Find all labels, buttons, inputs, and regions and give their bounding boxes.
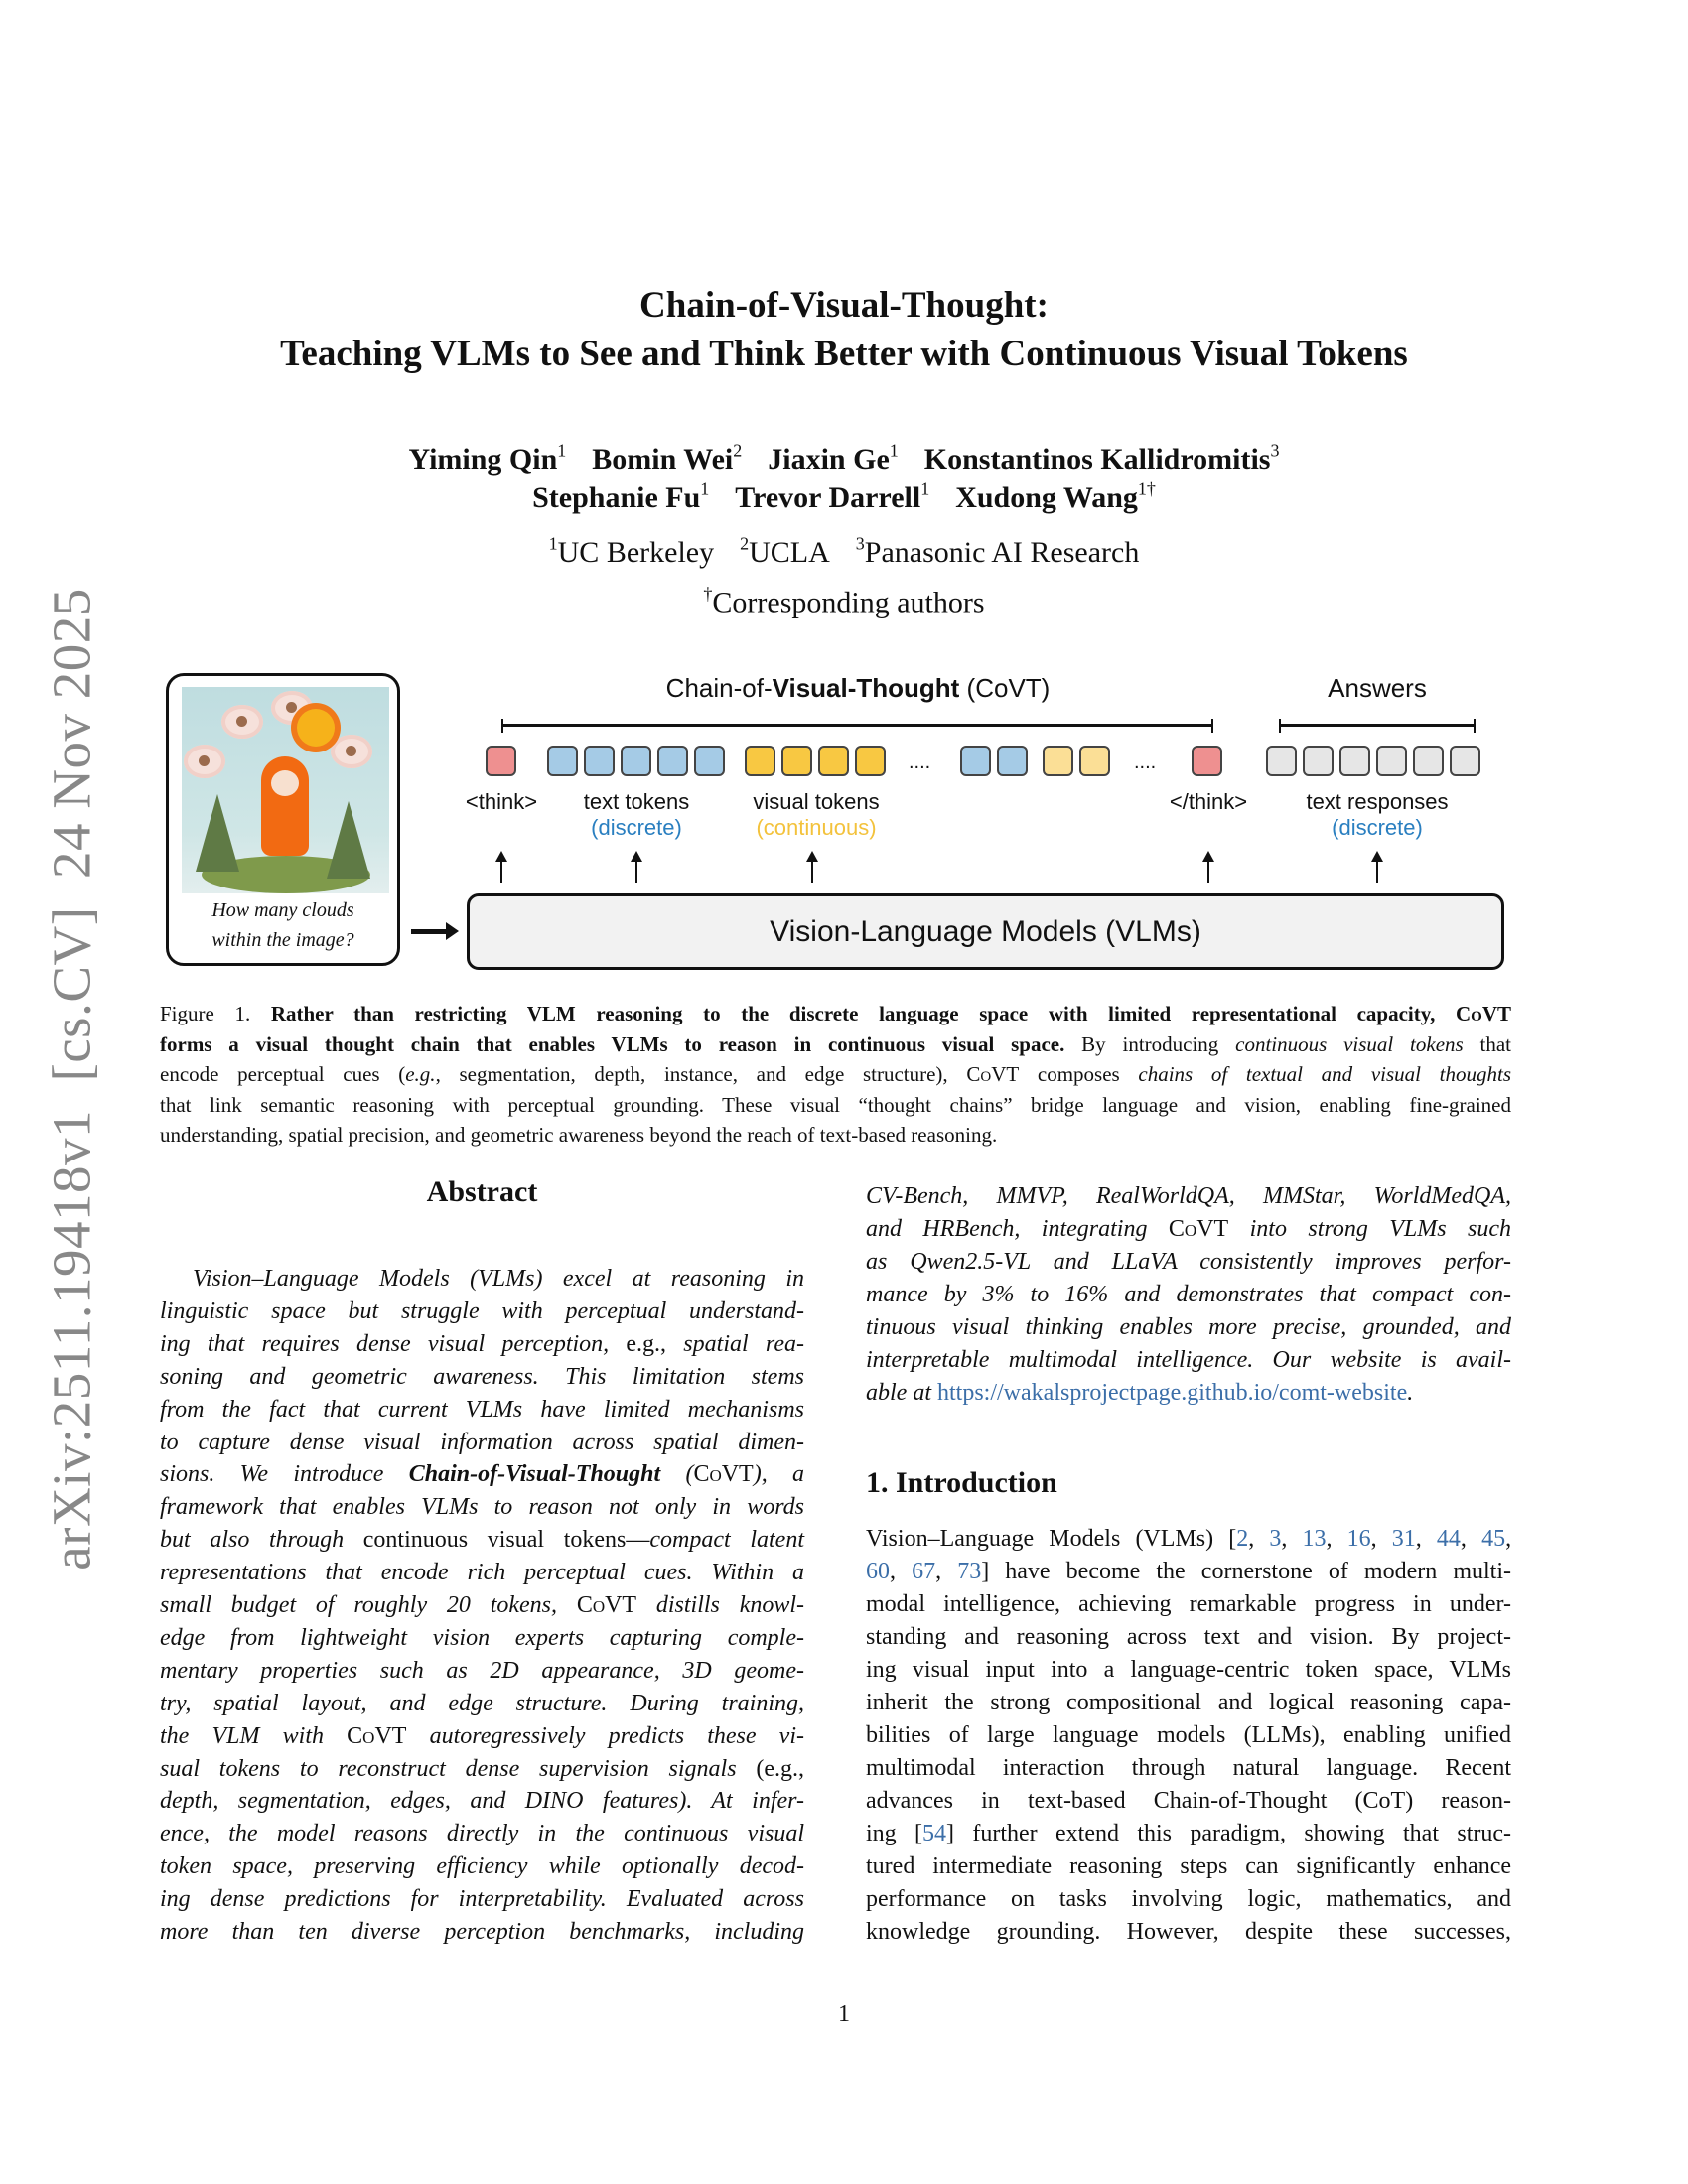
affiliation-name: UC Berkeley [557, 535, 715, 569]
text-tokens-label: text tokens [583, 789, 690, 814]
caption-line [160, 1028, 1511, 1061]
text-span: multimodal interaction through natural language. Recent [866, 1755, 1511, 1781]
text-span: Vision–Language Models (VLMs) [ [866, 1526, 1237, 1552]
visual-token [781, 746, 812, 776]
text-span: linguistic space but struggle with perceptual understand- [160, 1297, 804, 1324]
text-span: compact latent [649, 1527, 804, 1554]
text-span: advances in text-based Chain-of-Thought (CoT) reason- [866, 1788, 1511, 1814]
answer-token [1450, 746, 1480, 776]
abstract-line [160, 1427, 804, 1459]
text-span: sions. We introduce [160, 1461, 409, 1488]
text-span: forms a visual thought chain that enables VLMs to reason in continuous visual space. [160, 1031, 1065, 1056]
text-span: , [1460, 1526, 1482, 1552]
chain-label-pre: Chain-of- [665, 673, 773, 703]
affiliation [548, 533, 715, 569]
affiliation-name: UCLA [749, 535, 830, 569]
author-affiliation-mark: 1 [889, 440, 899, 460]
text-token [621, 746, 651, 776]
text-token [547, 746, 578, 776]
text-token [997, 746, 1028, 776]
bracket-tick [1211, 719, 1213, 733]
author [532, 478, 710, 514]
affiliation-mark: 3 [855, 533, 865, 553]
text-span: CoVT [347, 1722, 407, 1749]
abstract-line [160, 1916, 804, 1949]
text-span: ing that requires dense visual perception, [160, 1330, 627, 1357]
introduction-line [866, 1818, 1511, 1850]
introduction-line [866, 1752, 1511, 1785]
text-span: , [1505, 1526, 1512, 1552]
text-span: framework that enables VLMs to reason not only in words [160, 1494, 804, 1521]
text-span: ( [660, 1461, 694, 1488]
text-span: continuous visual tokens [1235, 1031, 1464, 1056]
text-span: ence, the model reasons directly in the continuous visual [160, 1821, 804, 1847]
text-span: ] have become the cornerstone of modern multi- [981, 1559, 1511, 1584]
affiliation-mark: 2 [740, 533, 750, 553]
text-span: modal intelligence, achieving remarkable progress in under- [866, 1591, 1511, 1617]
text-span: e.g., [626, 1330, 667, 1357]
arrow-up-icon [1376, 860, 1378, 883]
paper-title-line1: Chain-of-Visual-Thought: [639, 285, 1049, 326]
text-token [694, 746, 725, 776]
text-span: to capture dense visual information across spatial dimen- [160, 1429, 804, 1455]
chain-label [666, 673, 1051, 704]
abstract-line [160, 1622, 804, 1655]
think-open-label: <think> [465, 789, 538, 814]
visual-token [745, 746, 775, 776]
think-token [486, 746, 516, 776]
author-affiliation-mark: 1† [1137, 478, 1156, 498]
text-span: Vision–Language Models (VLMs) excel at reasoning in [193, 1266, 804, 1292]
visual-tokens-sublabel: (continuous) [756, 815, 877, 840]
arxiv-identifier: arXiv:2511.19418v1 [cs.CV] 24 Nov 2025 [41, 588, 102, 1570]
text-responses-sublabel: (discrete) [1332, 815, 1423, 840]
text-span: token space, preserving efficiency while optionally decod- [160, 1853, 804, 1880]
abstract-line [160, 1296, 804, 1328]
introduction-line [866, 1785, 1511, 1818]
bracket-tick [1474, 719, 1476, 733]
text-span: continuous visual tokens— [362, 1527, 650, 1554]
text-span: edge from lightweight vision experts capturing comple- [160, 1624, 804, 1651]
text-span: encode perceptual cues ( [160, 1062, 406, 1086]
caption-line [160, 1089, 1511, 1122]
text-span: distills knowl- [636, 1592, 805, 1618]
text-span: mance by 3% to 16% and demonstrates that compact con- [866, 1282, 1511, 1307]
text-span: Chain-of-Visual-Thought [408, 1461, 661, 1488]
abstract-line [160, 1361, 804, 1394]
text-span: that [1463, 1031, 1512, 1056]
text-span: Rather than restricting VLM reasoning to the discrete language space with limited representational capacity, [270, 1002, 1456, 1025]
text-span: Figure 1. [160, 1002, 271, 1025]
abstract-line [866, 1180, 1511, 1213]
text-span: standing and reasoning across text and vision. By project- [866, 1624, 1511, 1650]
abstract-line [160, 1589, 804, 1622]
abstract-line [866, 1377, 1511, 1410]
text-span: chains of textual and visual thoughts [1138, 1062, 1512, 1086]
dagger: † [703, 584, 713, 604]
answer-token [1376, 746, 1407, 776]
affiliation [740, 533, 830, 569]
abstract-line [160, 1328, 804, 1361]
affiliation [855, 533, 1140, 569]
author [408, 440, 567, 476]
visual-tokens-label: visual tokens [753, 789, 880, 814]
ellipsis: .... [909, 751, 931, 773]
link[interactable]: https://wakalsprojectpage.github.io/comt-website [937, 1380, 1408, 1406]
text-span: representations that encode rich perceptual cues. Within a [160, 1560, 804, 1586]
abstract-line [160, 1720, 804, 1753]
author-name: Trevor Darrell [735, 480, 921, 514]
text-token [657, 746, 688, 776]
text-span: soning and geometric awareness. This limitation stems [160, 1363, 804, 1390]
link[interactable]: 13 [1302, 1526, 1327, 1552]
visual-token [818, 746, 849, 776]
ellipsis: .... [1134, 751, 1157, 773]
visual-token [1043, 746, 1073, 776]
text-span: CoVT [1168, 1216, 1229, 1242]
introduction-line [866, 1621, 1511, 1654]
author-name: Bomin Wei [592, 442, 734, 476]
input-image [182, 687, 389, 893]
author [955, 478, 1156, 514]
author-affiliation-mark: 1 [557, 440, 567, 460]
abstract-line [866, 1344, 1511, 1377]
abstract-line [866, 1246, 1511, 1279]
author-affiliation-mark: 2 [733, 440, 743, 460]
link[interactable]: 45 [1481, 1526, 1506, 1552]
text-span: composes [1019, 1062, 1139, 1086]
text-span: knowledge grounding. However, despite these successes, [866, 1919, 1511, 1945]
abstract-line [160, 1850, 804, 1883]
abstract-line [866, 1279, 1511, 1311]
chain-bracket [502, 724, 1212, 727]
text-span: as Qwen2.5-VL and LLaVA consistently improves perfor- [866, 1249, 1511, 1275]
author [768, 440, 899, 476]
page-number: 1 [838, 2001, 850, 2027]
text-span: into strong VLMs such [1228, 1216, 1512, 1242]
chain-label-bold: Visual-Thought [772, 673, 960, 703]
abstract-heading: Abstract [426, 1175, 538, 1208]
affiliations [0, 533, 1688, 570]
think-token [1192, 746, 1222, 776]
text-span: small budget of roughly 20 tokens, [160, 1592, 577, 1618]
visual-token [1079, 746, 1110, 776]
text-span: try, spatial layout, and edge structure. During training, [160, 1690, 804, 1716]
text-span: e.g. [405, 1062, 436, 1086]
author-name: Konstantinos Kallidromitis [923, 442, 1271, 476]
link[interactable]: 16 [1346, 1526, 1371, 1552]
text-span: ing visual input into a language-centric token space, VLMs [866, 1657, 1511, 1683]
text-span: , [1415, 1526, 1437, 1552]
text-span: ] further extend this paradigm, showing that struc- [946, 1821, 1511, 1846]
introduction-line [866, 1687, 1511, 1719]
introduction-line [866, 1850, 1511, 1883]
think-close-label: </think> [1169, 789, 1248, 814]
text-span: , [1326, 1526, 1347, 1552]
introduction-line [866, 1916, 1511, 1949]
author-name: Stephanie Fu [532, 480, 701, 514]
answer-token [1266, 746, 1297, 776]
text-span: CoVT [966, 1062, 1020, 1086]
text-span: ing dense predictions for interpretability. Evaluated across [160, 1886, 804, 1913]
answer-token [1339, 746, 1370, 776]
text-token [960, 746, 991, 776]
text-span: able at [866, 1380, 937, 1406]
text-span: ), a [753, 1461, 804, 1488]
introduction-heading: 1. Introduction [866, 1466, 1057, 1499]
affiliation-name: Panasonic AI Research [864, 535, 1140, 569]
text-span: , [890, 1559, 913, 1584]
text-span: bilities of large language models (LLMs), enabling unified [866, 1722, 1511, 1748]
corresponding-text: Corresponding authors [712, 586, 985, 619]
author-affiliation-mark: 1 [700, 478, 710, 498]
abstract-line [160, 1557, 804, 1589]
abstract-line [160, 1458, 804, 1491]
text-span: , [1370, 1526, 1392, 1552]
input-arrow-icon [411, 929, 447, 934]
text-span: CoVT [693, 1461, 754, 1488]
text-span: understanding, spatial precision, and geometric awareness beyond the reach of text-based reasoning. [160, 1123, 998, 1147]
answers-bracket [1280, 724, 1475, 727]
question-line-2: within the image? [211, 929, 354, 951]
text-span: inherit the strong compositional and logical reasoning capa- [866, 1690, 1511, 1715]
abstract-line [160, 1818, 804, 1850]
caption-line [160, 1119, 1511, 1152]
text-span: CoVT [576, 1592, 637, 1618]
arrow-up-icon [635, 860, 637, 883]
link[interactable]: 73 [957, 1559, 982, 1584]
text-span: , [1248, 1526, 1270, 1552]
bracket-tick [501, 719, 503, 733]
introduction-line [866, 1719, 1511, 1752]
author-name: Jiaxin Ge [768, 442, 890, 476]
author [735, 478, 930, 514]
introduction-line [866, 1523, 1511, 1556]
text-span: more than ten diverse perception benchmarks, including [160, 1919, 804, 1945]
author-name: Xudong Wang [955, 480, 1138, 514]
introduction-line [866, 1556, 1511, 1588]
author-row-2 [0, 478, 1688, 515]
author-row-1 [0, 440, 1688, 477]
abstract-line [160, 1883, 804, 1916]
link[interactable]: 3 [1269, 1526, 1282, 1552]
text-token [584, 746, 615, 776]
visual-token [855, 746, 886, 776]
corresponding-authors [0, 584, 1688, 620]
abstract-line [160, 1785, 804, 1818]
abstract-line [160, 1491, 804, 1524]
text-span: but also through [160, 1527, 363, 1554]
arrow-up-icon [811, 860, 813, 883]
text-span: tured intermediate reasoning steps can significantly enhance [866, 1853, 1511, 1879]
text-span: performance on tasks involving logic, mathematics, and [866, 1886, 1511, 1912]
text-span: autoregressively predicts these vi- [406, 1722, 804, 1749]
bracket-tick [1279, 719, 1281, 733]
introduction-line [866, 1654, 1511, 1687]
arrow-up-icon [500, 860, 502, 883]
abstract-line [160, 1524, 804, 1557]
author-name: Yiming Qin [408, 442, 558, 476]
caption-line [160, 1058, 1511, 1091]
introduction-line [866, 1588, 1511, 1621]
text-tokens-sublabel: (discrete) [591, 815, 682, 840]
text-span: ing [ [866, 1821, 923, 1846]
text-span: the VLM with [160, 1722, 348, 1749]
abstract-line [160, 1688, 804, 1720]
text-span: from the fact that current VLMs have limited mechanisms [160, 1396, 804, 1423]
author-affiliation-mark: 1 [920, 478, 930, 498]
introduction-line [866, 1883, 1511, 1916]
link[interactable]: 67 [912, 1559, 936, 1584]
author [923, 440, 1280, 476]
abstract-line [193, 1263, 804, 1296]
answer-token [1303, 746, 1334, 776]
abstract-line [160, 1753, 804, 1786]
text-span: (e.g., [756, 1755, 804, 1782]
abstract-line [160, 1394, 804, 1427]
caption-line [160, 998, 1511, 1030]
text-span: CV-Bench, MMVP, RealWorldQA, MMStar, WorldMedQA, [866, 1183, 1511, 1209]
arrow-up-icon [1207, 860, 1209, 883]
link[interactable]: 2 [1236, 1526, 1249, 1552]
answers-label: Answers [1328, 673, 1427, 703]
text-span: sual tokens to reconstruct dense supervision signals [160, 1755, 757, 1782]
text-span: . [1407, 1380, 1414, 1406]
text-span: depth, segmentation, edges, and DINO features). At infer- [160, 1788, 804, 1815]
abstract-line [160, 1655, 804, 1688]
text-span: CoVT [1455, 1002, 1511, 1025]
link[interactable]: 44 [1436, 1526, 1461, 1552]
vlm-block: Vision-Language Models (VLMs) [467, 893, 1504, 970]
text-span: , [935, 1559, 958, 1584]
link[interactable]: 60 [866, 1559, 890, 1584]
answer-token [1413, 746, 1444, 776]
text-span: By introducing [1064, 1031, 1236, 1056]
text-span: mentary properties such as 2D appearance, 3D geome- [160, 1657, 804, 1684]
text-span: , [1281, 1526, 1303, 1552]
text-span: interpretable multimodal intelligence. Our website is avail- [866, 1347, 1511, 1373]
abstract-line [866, 1213, 1511, 1246]
question-line-1: How many clouds [211, 899, 354, 921]
chain-label-post: (CoVT) [959, 673, 1051, 703]
paper-title-line2: Teaching VLMs to See and Think Better with Continuous Visual Tokens [280, 334, 1408, 374]
text-span: and HRBench, integrating [866, 1216, 1169, 1242]
link[interactable]: 54 [922, 1821, 947, 1846]
text-span: tinuous visual thinking enables more precise, grounded, and [866, 1314, 1511, 1340]
author [592, 440, 743, 476]
affiliation-mark: 1 [548, 533, 558, 553]
author-affiliation-mark: 3 [1270, 440, 1280, 460]
text-responses-label: text responses [1306, 789, 1449, 814]
abstract-line [866, 1311, 1511, 1344]
link[interactable]: 31 [1391, 1526, 1416, 1552]
text-span: spatial rea- [666, 1330, 804, 1357]
text-span: , segmentation, depth, instance, and edge structure), [435, 1062, 967, 1086]
text-span: that link semantic reasoning with perceptual grounding. These visual “thought chains” bridge language and vision, enabling fine-grained [160, 1092, 1511, 1117]
